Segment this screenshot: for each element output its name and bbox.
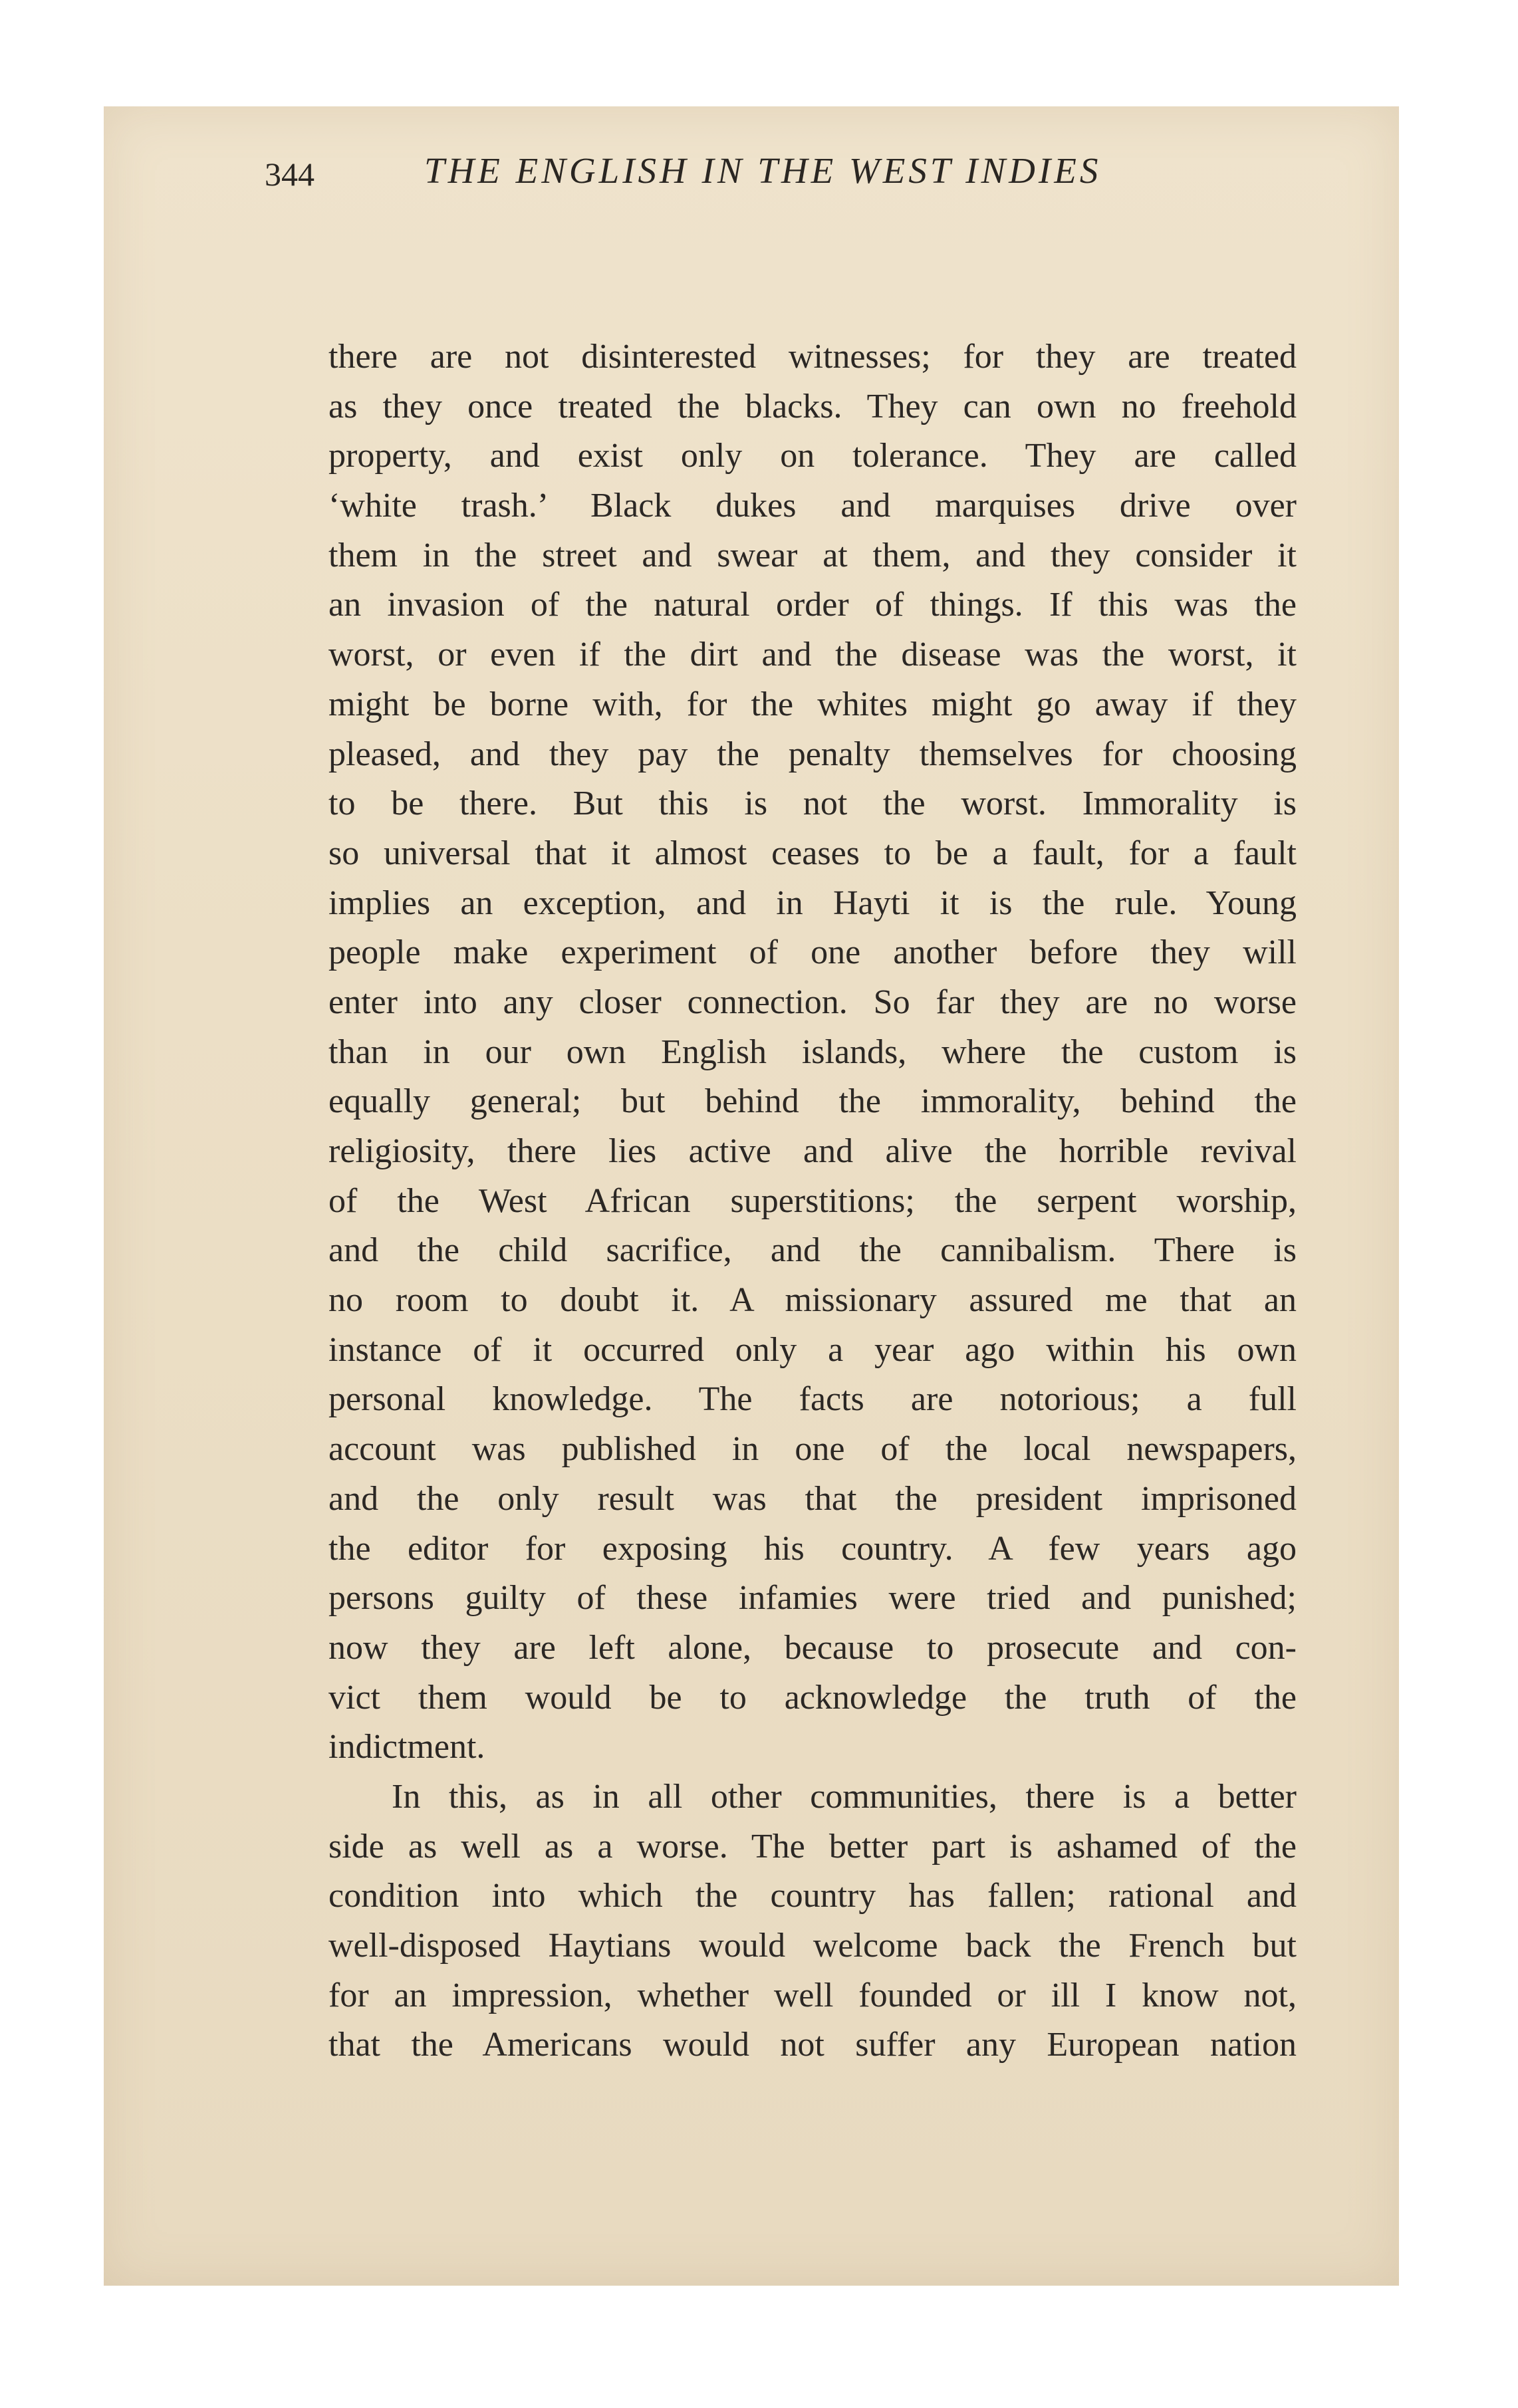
- text-line: enter into any closer connection. So far they are no worse: [328, 983, 1297, 1021]
- text-line: an invasion of the natural order of things. If this was the: [328, 586, 1297, 624]
- text-line: condition into which the country has fallen; rational and: [328, 1877, 1297, 1915]
- text-line: them in the street and swear at them, and they consider it: [328, 536, 1297, 574]
- text-line: property, and exist only on tolerance. They are called: [328, 437, 1297, 475]
- text-line: persons guilty of these infamies were tried and punished;: [328, 1579, 1297, 1618]
- page-header: [265, 150, 1242, 196]
- text-line: and the child sacrifice, and the cannibalism. There is: [328, 1231, 1297, 1270]
- text-line: ‘white trash.’ Black dukes and marquises drive over: [328, 487, 1297, 525]
- text-line: as they once treated the blacks. They can own no freehold: [328, 387, 1297, 425]
- text-line: implies an exception, and in Hayti it is the rule. Young: [328, 884, 1297, 922]
- text-line: might be borne with, for the whites might go away if they: [328, 685, 1297, 723]
- text-line: well-disposed Haytians would welcome back the French but: [328, 1927, 1297, 1965]
- text-line: indictment.: [328, 1728, 485, 1766]
- text-line: of the West African superstitions; the serpent worship,: [328, 1181, 1297, 1220]
- text-line: religiosity, there lies active and alive the horrible revival: [328, 1132, 1297, 1170]
- text-line: worst, or even if the dirt and the disease was the worst, it: [328, 636, 1297, 674]
- text-line: the editor for exposing his country. A few years ago: [328, 1529, 1297, 1568]
- text-line: that the Americans would not suffer any European nation: [328, 2026, 1297, 2064]
- text-line: so universal that it almost ceases to be a fault, for a fault: [328, 834, 1297, 872]
- text-line: and the only result was that the president imprisoned: [328, 1479, 1297, 1518]
- text-line: for an impression, whether well founded or ill I know not,: [328, 1976, 1297, 2014]
- text-line: to be there. But this is not the worst. Immorality is: [328, 784, 1297, 823]
- text-line: personal knowledge. The facts are notorious; a full: [328, 1380, 1297, 1419]
- body-text: [328, 332, 1297, 2070]
- text-line: side as well as a worse. The better part is ashamed of the: [328, 1827, 1297, 1866]
- text-line: account was published in one of the local newspapers,: [328, 1430, 1297, 1469]
- text-line: vict them would be to acknowledge the truth of the: [328, 1678, 1297, 1717]
- page-number: 344: [265, 156, 315, 193]
- text-line: no room to doubt it. A missionary assured me that an: [328, 1281, 1297, 1320]
- text-line: than in our own English islands, where the custom is: [328, 1032, 1297, 1071]
- text-line: instance of it occurred only a year ago within his own: [328, 1330, 1297, 1369]
- text-line: pleased, and they pay the penalty themselves for choosing: [328, 735, 1297, 773]
- paragraph-1: [328, 332, 1297, 1772]
- text-line: In this, as in all other communities, there is a better: [392, 1777, 1297, 1816]
- text-line: equally general; but behind the immorality, behind the: [328, 1082, 1297, 1121]
- text-line: now they are left alone, because to prosecute and con-: [328, 1628, 1297, 1667]
- running-title: THE ENGLISH IN THE WEST INDIES: [424, 150, 1102, 191]
- text-line: people make experiment of one another before they will: [328, 933, 1297, 972]
- paragraph-2: [328, 1772, 1297, 2070]
- text-line: there are not disinterested witnesses; for they are treated: [328, 338, 1297, 376]
